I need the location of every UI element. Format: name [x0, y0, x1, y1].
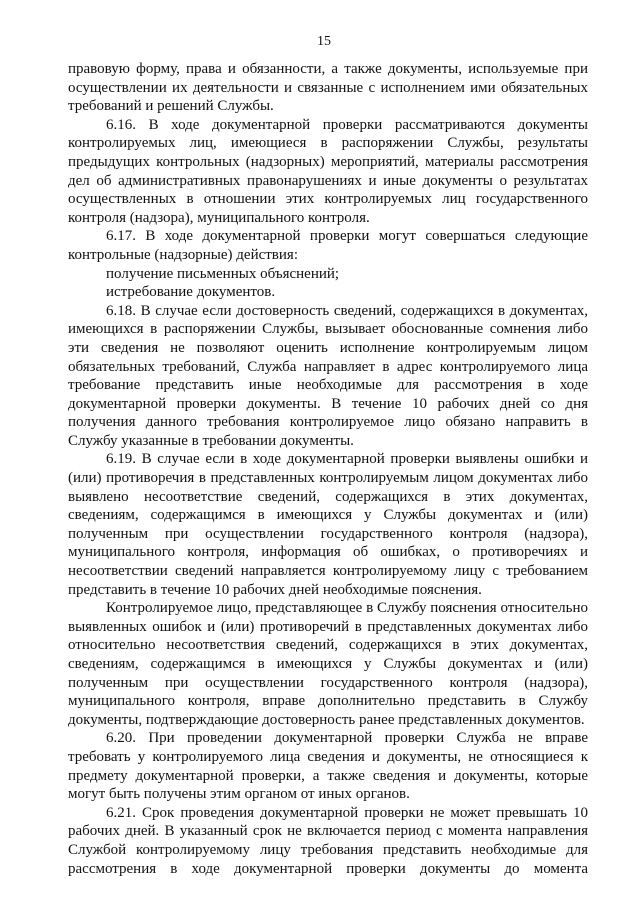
list-item-documents: истребование документов. — [106, 284, 276, 301]
document-body — [68, 60, 588, 878]
paragraph-6-21: 6.21. Срок проведения документарной проверки не может превышать 10 рабочих дней. В указанный срок не включается период с момента направления Службой контролируемому лицу требования представить необходимые для рассмотрения в ходе документарной проверки документы до момента — [68, 804, 588, 877]
paragraph-6-19: 6.19. В случае если в ходе документарной проверки выявлены ошибки и (или) противоречия в представленных контролируемым лицом документах либо выявлено несоответствие сведений, содержащихся в этих документах, сведениям, содержащимся в имеющихся у Службы документах и (или) полученным при осуществлении государственного контроля (надзора), муниципального контроля, информация об ошибках, о противоречиях и несоответствии сведений направляется контролируемому лицу с требованием представить в течение 10 рабочих дней необходимые пояснения. — [68, 451, 588, 598]
paragraph-6-16: 6.16. В ходе документарной проверки рассматриваются документы контролируемых лиц, имеющиеся в распоряжении Службы, результаты предыдущих контрольных (надзорных) мероприятий, материалы рассмотрения дел об административных правонарушениях и иные документы о результатах осуществленных в отношении этих контролируемых лиц государственного контроля (надзора), муниципального контроля. — [68, 116, 588, 226]
paragraph-continuation: правовую форму, права и обязанности, а также документы, используемые при осуществлении их деятельности и связанные с исполнением ими обязательных требований и решений Службы. — [68, 61, 588, 115]
list-item-explanations: получение письменных объяснений; — [106, 265, 340, 282]
paragraph-6-18: 6.18. В случае если достоверность сведений, содержащихся в документах, имеющихся в распоряжении Службы, вызывает обоснованные сомнения либо эти сведения не позволяют оценить исполнение контролируемым лицом обязательных требований, Служба направляет в адрес контролируемого лица требование представить иные необходимые для рассмотрения в ходе документарной проверки документы. В течение 10 рабочих дней со дня получения данного требования контролируемое лицо обязано направить в Службу указанные в требовании документы. — [68, 302, 588, 449]
paragraph-6-19-explanations: Контролируемое лицо, представляющее в Службу пояснения относительно выявленных ошибок и (или) противоречий в представленных документах либо относительно несоответствия сведений, содержащихся в этих документах, сведениям, содержащимся в имеющихся у Службы документах и (или) полученным при осуществлении государственного контроля (надзора), муниципального контроля, вправе дополнительно представить в Службу документы, подтверждающие достоверность ранее представленных документов. — [68, 600, 588, 728]
paragraph-6-17: 6.17. В ходе документарной проверки могут совершаться следующие контрольные (надзорные) действия: — [68, 228, 588, 263]
page-number: 15 — [317, 34, 331, 49]
paragraph-6-20: 6.20. При проведении документарной проверки Служба не вправе требовать у контролируемого лица сведения и документы, не относящиеся к предмету документарной проверки, а также сведения и документы, которые могут быть получены этим органом от иных органов. — [68, 730, 588, 803]
